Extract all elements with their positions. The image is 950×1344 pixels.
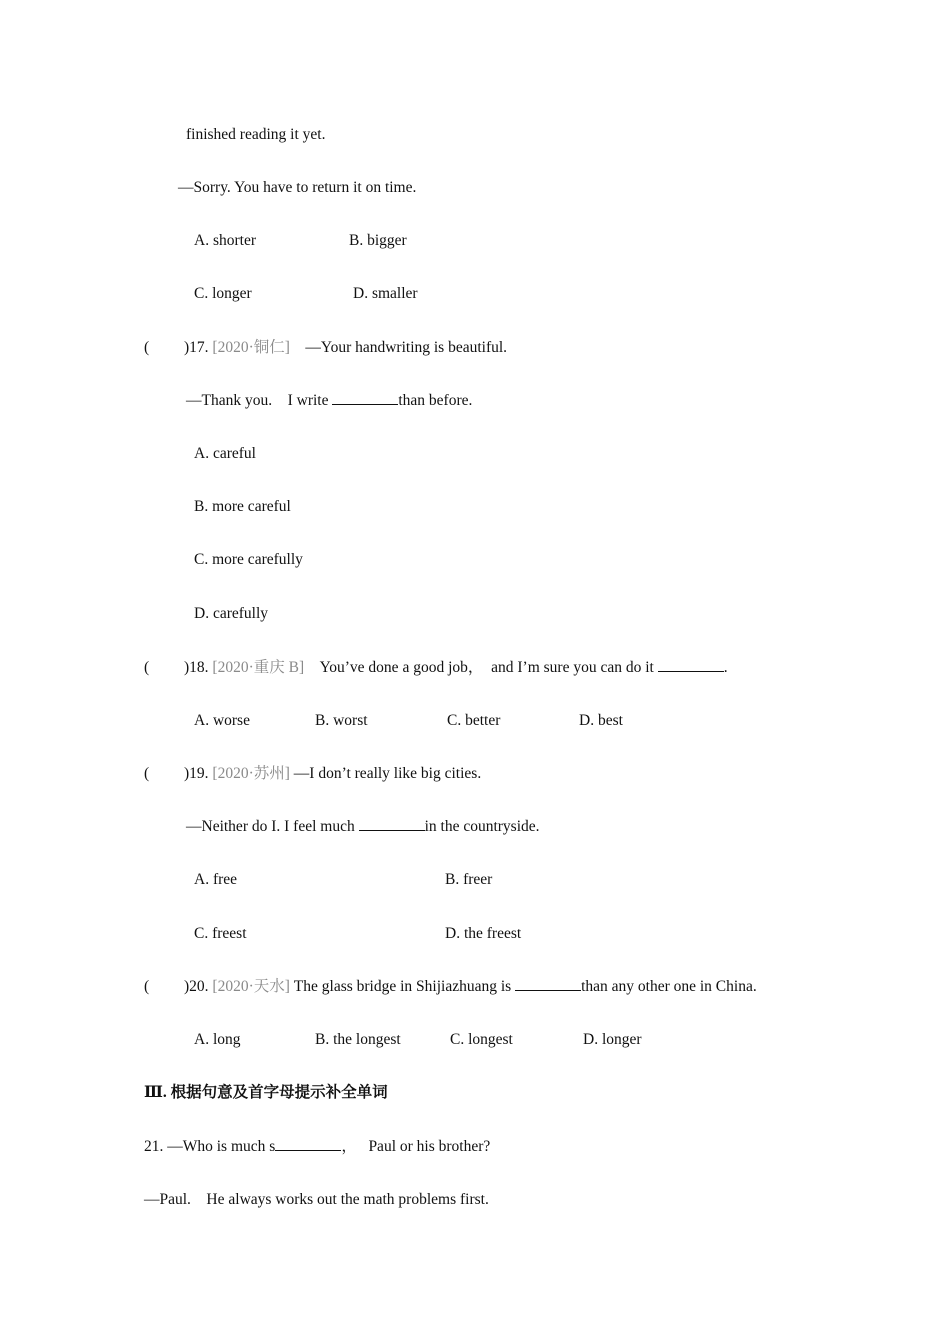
q17-blank (332, 391, 398, 405)
q20-option-c: C. longest (450, 1031, 513, 1048)
q20-option-a: A. long (194, 1031, 241, 1048)
q17-reply: —Thank you. I write than before. (186, 392, 473, 409)
q20-option-b: B. the longest (315, 1031, 401, 1048)
q20-source: [2020·天水] (212, 978, 290, 995)
q17-option-c: C. more carefully (194, 551, 303, 568)
q17-number: )17. (184, 339, 209, 356)
q18-option-a: A. worse (194, 712, 250, 729)
q21-blank (275, 1137, 341, 1151)
q19-stem-line (184, 764, 481, 784)
q20-blank (515, 977, 581, 991)
q16-option-c: C. longer (194, 285, 252, 302)
q19-option-d: D. the freest (445, 925, 522, 942)
q19-number: )19. (184, 765, 209, 782)
q19-source: [2020·苏州] (212, 765, 290, 782)
q20-option-d: D. longer (583, 1031, 642, 1048)
q16-option-a: A. shorter (194, 232, 256, 249)
q19-option-c: C. freest (194, 925, 247, 942)
q16-continuation: finished reading it yet. (186, 126, 326, 143)
section-3-heading: Ⅲ. 根据句意及首字母提示补全单词 (144, 1084, 388, 1101)
q19-paren: ( (144, 765, 150, 782)
q20-number: )20. (184, 978, 209, 995)
q18-paren: ( (144, 659, 150, 676)
q18-blank (658, 658, 724, 672)
q19-stem: —I don’t really like big cities. (293, 765, 482, 782)
q17-source: [2020·铜仁] (212, 339, 290, 356)
q17-option-b: B. more careful (194, 498, 291, 515)
q17-stem: —Your handwriting is beautiful. (305, 339, 508, 356)
q18-option-b: B. worst (315, 712, 368, 729)
q18-option-c: C. better (447, 712, 501, 729)
q21-question: 21. —Who is much s ， Paul or his brother? (144, 1138, 491, 1155)
q21-answer: —Paul. He always works out the math problems first. (144, 1191, 489, 1208)
q19-blank (359, 817, 425, 831)
q16-option-b: B. bigger (349, 232, 407, 249)
q20-stem-line: )20. [2020·天水] The glass bridge in Shijiazhuang is than any other one in China. (184, 978, 757, 995)
q18-number: )18. (184, 659, 209, 676)
q17-option-d: D. carefully (194, 605, 269, 622)
q19-option-b: B. freer (445, 871, 493, 888)
q19-option-a: A. free (194, 871, 238, 888)
q18-option-d: D. best (579, 712, 623, 729)
q17-stem-line (184, 338, 507, 358)
q16-option-d: D. smaller (353, 285, 418, 302)
q18-stem-line: )18. [2020·重庆 B] You’ve done a good job， and I’m sure you can do it . (184, 659, 728, 676)
q17-option-a: A. careful (194, 445, 256, 462)
q18-source: [2020·重庆 B] (212, 659, 305, 676)
q19-reply: —Neither do I. I feel much in the countryside. (186, 818, 540, 835)
q16-reply: —Sorry. You have to return it on time. (178, 179, 417, 196)
q17-paren: ( (144, 339, 150, 356)
q20-paren: ( (144, 978, 150, 995)
